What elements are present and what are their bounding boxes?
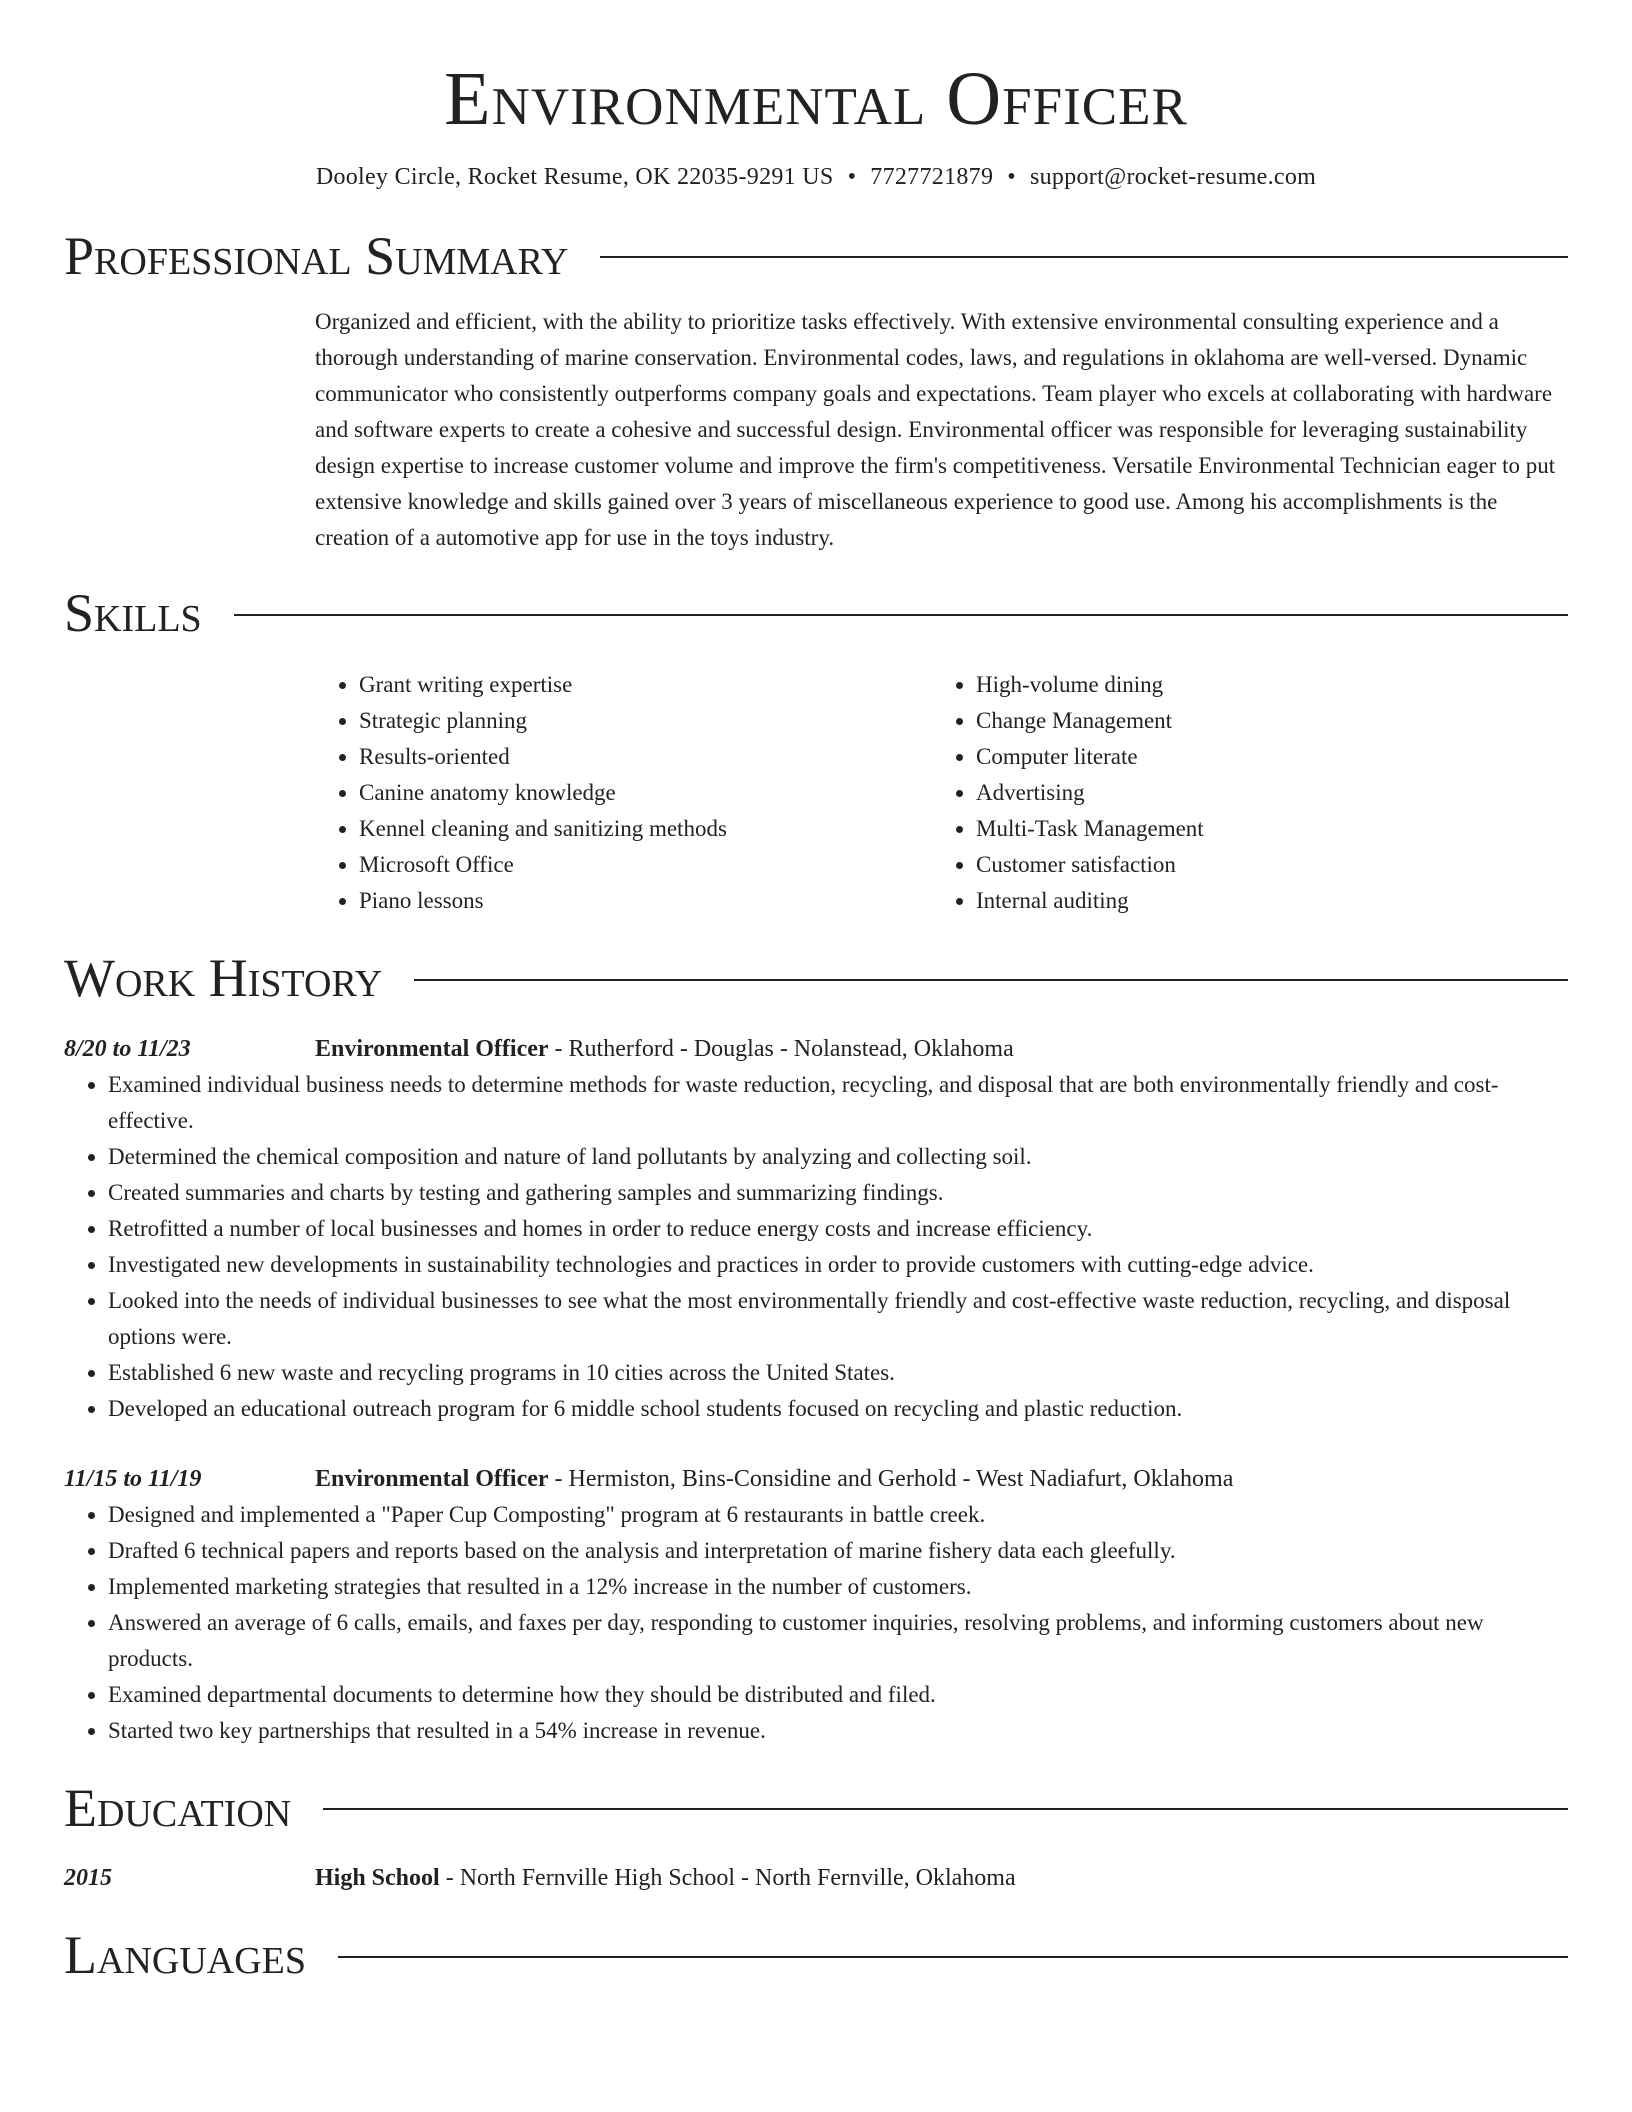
skill-item: • Kennel cleaning and sanitizing methods (359, 811, 932, 847)
summary-section-header (64, 227, 1568, 286)
education-heading (315, 1860, 1016, 1896)
responsibility-item: • Started two key partnerships that resulted in a 54% increase in revenue. (108, 1713, 1568, 1749)
skills-list (315, 667, 1568, 919)
resume-name: Environmental Officer (444, 57, 1188, 141)
job-employer-location: - Rutherford - Douglas - Nolanstead, Oklahoma (548, 1035, 1014, 1062)
resume-page (64, 0, 1568, 1986)
contact-email: support@rocket-resume.com (1029, 163, 1317, 190)
section-divider (338, 1956, 1568, 1958)
skills-column-right (932, 667, 1568, 919)
responsibility-item: • Created summaries and charts by testing and gathering samples and summarizing findings. (108, 1175, 1568, 1211)
responsibility-item: • Established 6 new waste and recycling programs in 10 cities across the United States. (108, 1355, 1568, 1391)
responsibility-item: • Answered an average of 6 calls, emails, and faxes per day, responding to customer inquiries, resolving problems, and informing customers about new products. (108, 1605, 1568, 1677)
skill-item: • Microsoft Office (359, 847, 932, 883)
job-entry (64, 1461, 1568, 1749)
section-divider (323, 1808, 1568, 1810)
summary-text: Organized and efficient, with the ability to prioritize tasks effectively. With extensive environmental consulting experience and a thorough understanding of marine conservation. Environmental codes, laws, and regulations in oklahoma are well-versed. Dynamic communicator who consistently outperforms company goals and expectations. Team player who excels at collaborating with hardware and software experts to create a cohesive and successful design. Environmental officer was responsible for leveraging sustainability design expertise to increase customer volume and improve the firm's competitiveness. Versatile Environmental Technician eager to put extensive knowledge and skills gained over 3 years of miscellaneous experience to good use. Among his accomplishments is the creation of a automotive app for use in the toys industry. (315, 308, 1556, 550)
job-position: Environmental Officer (315, 1035, 549, 1062)
job-position: Environmental Officer (315, 1465, 549, 1492)
skill-item: • Canine anatomy knowledge (359, 775, 932, 811)
contact-phone: 7727721879 (870, 163, 994, 190)
section-divider (414, 979, 1568, 981)
section-divider (234, 614, 1568, 616)
job-employer-location: - Hermiston, Bins-Considine and Gerhold - West Nadiafurt, Oklahoma (548, 1465, 1234, 1492)
responsibility-item: • Investigated new developments in sustainability technologies and practices in order to provide customers with cutting-edge advice. (108, 1247, 1568, 1283)
job-date: 8/20 to 11/23 (64, 1035, 191, 1062)
responsibility-item: • Examined departmental documents to determine how they should be distributed and filed. (108, 1677, 1568, 1713)
education-entry (64, 1860, 1568, 1896)
responsibility-item: • Examined individual business needs to determine methods for waste reduction, recycling, and disposal that are both environmentally friendly and cost-effective. (108, 1067, 1568, 1139)
skill-item: • Multi-Task Management (976, 811, 1568, 847)
contact-separator: • (847, 163, 857, 190)
summary-section-title: Professional Summary (64, 225, 569, 286)
responsibility-item: • Developed an educational outreach program for 6 middle school students focused on recycling and plastic reduction. (108, 1391, 1568, 1427)
job-heading (315, 1031, 1014, 1067)
contact-line (64, 164, 1568, 191)
languages-section-title: Languages (64, 1925, 306, 1986)
responsibility-item: • Drafted 6 technical papers and reports based on the analysis and interpretation of marine fishery data each gleefully. (108, 1533, 1568, 1569)
education-date: 2015 (64, 1865, 112, 1892)
skill-item: • High-volume dining (976, 667, 1568, 703)
section-divider (600, 256, 1568, 258)
job-heading (315, 1461, 1233, 1497)
education-details: - North Fernville High School - North Fernville, Oklahoma (439, 1865, 1016, 1892)
work-section-header (64, 949, 1568, 1008)
work-history-list (64, 1031, 1568, 1749)
job-responsibilities (64, 1497, 1568, 1749)
skill-item: • Internal auditing (976, 883, 1568, 919)
responsibility-item: • Implemented marketing strategies that resulted in a 12% increase in the number of customers. (108, 1569, 1568, 1605)
skills-column-left (315, 667, 932, 919)
skill-item: • Results-oriented (359, 739, 932, 775)
skill-item: • Computer literate (976, 739, 1568, 775)
responsibility-item: • Determined the chemical composition and nature of land pollutants by analyzing and collecting soil. (108, 1139, 1568, 1175)
skill-item: • Piano lessons (359, 883, 932, 919)
responsibility-item: • Retrofitted a number of local businesses and homes in order to reduce energy costs and increase efficiency. (108, 1211, 1568, 1247)
skills-section-header (64, 584, 1568, 643)
skill-item: • Strategic planning (359, 703, 932, 739)
skill-item: • Customer satisfaction (976, 847, 1568, 883)
education-degree: High School (315, 1865, 440, 1892)
job-header (64, 1031, 1568, 1067)
contact-address: Dooley Circle, Rocket Resume, OK 22035-9291 US (315, 163, 834, 190)
skills-section-title: Skills (64, 582, 202, 643)
education-section-title: Education (64, 1777, 292, 1838)
responsibility-item: • Looked into the needs of individual businesses to see what the most environmentally friendly and cost-effective waste reduction, recycling, and disposal options were. (108, 1283, 1568, 1355)
job-responsibilities (64, 1067, 1568, 1427)
job-date: 11/15 to 11/19 (64, 1465, 202, 1492)
skill-item: • Change Management (976, 703, 1568, 739)
job-header (64, 1461, 1568, 1497)
skill-item: • Advertising (976, 775, 1568, 811)
job-entry (64, 1031, 1568, 1427)
education-section-header (64, 1779, 1568, 1838)
contact-separator: • (1007, 163, 1016, 190)
work-section-title: Work History (64, 948, 383, 1009)
responsibility-item: • Designed and implemented a "Paper Cup Composting" program at 6 restaurants in battle creek. (108, 1497, 1568, 1533)
languages-section-header (64, 1926, 1568, 1985)
education-row (64, 1860, 1568, 1896)
skill-item: • Grant writing expertise (359, 667, 932, 703)
